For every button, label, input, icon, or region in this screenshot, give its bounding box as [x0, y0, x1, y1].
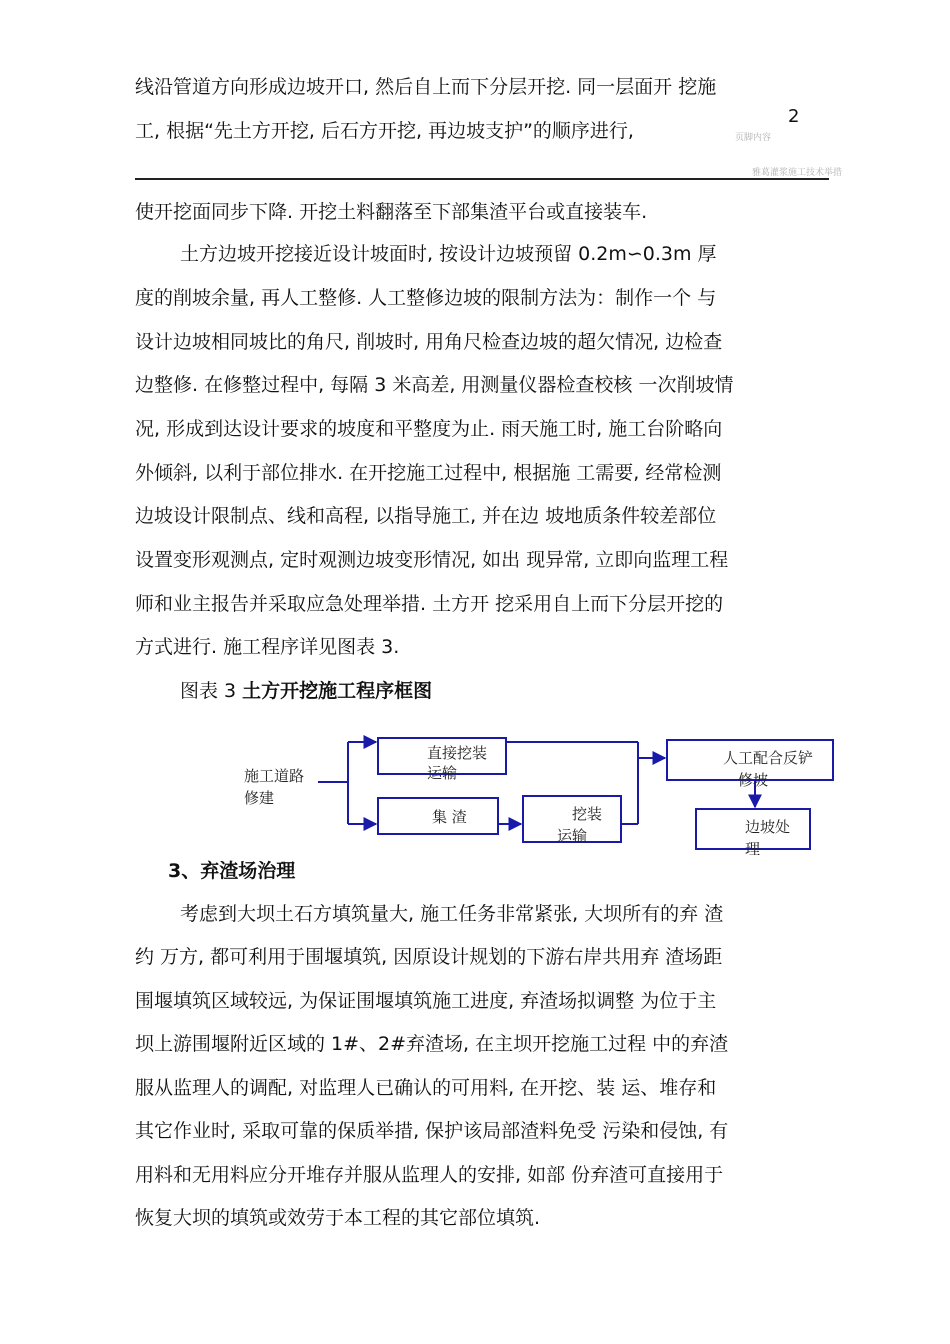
body-text-line: 其它作业时, 采取可靠的保质举措, 保护该局部渣料免受 污染和侵蚀, 有: [135, 1120, 729, 1142]
body-text-line: 设计边坡相同坡比的角尺, 削坡时, 用角尺检查边坡的超欠情况, 边检查: [135, 331, 723, 353]
body-text-line: 外倾斜, 以利于部位排水. 在开挖施工过程中, 根据施 工需要, 经常检测: [135, 462, 722, 484]
body-text-line: 恢复大坝的填筑或效劳于本工程的其它部位填筑.: [135, 1207, 541, 1229]
box-load-label: 挖装: [572, 805, 603, 823]
body-text-line: 边坡设计限制点、线和高程, 以指导施工, 并在边 坡地质条件较差部位: [135, 505, 717, 527]
body-text-line: 考虑到大坝土石方填筑量大, 施工任务非常紧张, 大坝所有的弃 渣: [180, 903, 724, 925]
flow-start-label: 施工道路: [244, 767, 305, 785]
body-text-line: 师和业主报告并采取应急处理举措. 土方开 挖采用自上而下分层开挖的: [135, 593, 724, 615]
box-manual-label: 修坡: [738, 771, 769, 789]
body-text-line: 线沿管道方向形成边坡开口, 然后自上而下分层开挖. 同一层面开 挖施: [135, 76, 717, 98]
body-text-line: 况, 形成到达设计要求的坡度和平整度为止. 雨天施工时, 施工台阶略向: [135, 418, 723, 440]
body-text-line: 土方边坡开挖接近设计坡面时, 按设计边坡预留 0.2m∽0.3m 厚: [180, 243, 717, 265]
box-slope-label: 边坡处: [745, 818, 791, 836]
page-number: 2: [788, 106, 800, 127]
flow-start-label: 修建: [244, 789, 275, 807]
body-text-line: 使开挖面同步下降. 开挖土料翻落至下部集渣平台或直接装车.: [135, 201, 648, 223]
header-hint: 雅葛灌浆施工技术举措: [752, 168, 843, 178]
box-load-label: 运输: [557, 827, 588, 845]
body-text-line: 设置变形观测点, 定时观测边坡变形情况, 如出 现异常, 立即向监理工程: [135, 549, 729, 571]
figure-caption: [180, 677, 432, 705]
box-direct-load-label: 运输: [427, 764, 458, 782]
box-manual-label: 人工配合反铲: [723, 749, 814, 767]
header-rule: [135, 178, 829, 180]
caption-title: 土方开挖施工程序框图: [242, 680, 433, 702]
body-text-line: 用料和无用料应分开堆存并服从监理人的安排, 如部 份弃渣可直接用于: [135, 1164, 724, 1186]
caption-prefix: 图表 3: [180, 680, 243, 702]
body-text-line: 度的削坡余量, 再人工整修. 人工整修边坡的限制方法为：制作一个 与: [135, 287, 717, 309]
body-text-line: 工, 根据“先土方开挖, 后石方开挖, 再边坡支护”的顺序进行,: [135, 120, 634, 142]
body-text-line: 约 万方, 都可利用于围堰填筑, 因原设计规划的下游右岸共用弃 渣场距: [135, 946, 723, 968]
body-text-line: 围堰填筑区域较远, 为保证围堰填筑施工进度, 弃渣场拟调整 为位于主: [135, 990, 717, 1012]
box-slope-label: 理: [745, 840, 761, 858]
body-text-line: 坝上游围堰附近区域的 1#、2#弃渣场, 在主坝开挖施工过程 中的弃渣: [135, 1033, 729, 1055]
section-heading: 3、弃渣场治理: [168, 860, 296, 882]
box-direct-load-label: 直接挖装: [427, 744, 488, 762]
footer-hint: 页脚内容: [735, 133, 772, 143]
body-text-line: 边整修. 在修整过程中, 每隔 3 米高差, 用测量仪器检查校核 一次削坡情: [135, 374, 734, 396]
flowchart: [230, 728, 830, 858]
body-text-line: 服从监理人的调配, 对监理人已确认的可用料, 在开挖、装 运、堆存和: [135, 1077, 717, 1099]
body-text-line: 方式进行. 施工程序详见图表 3.: [135, 636, 400, 658]
box-collect-label: 集 渣: [432, 808, 467, 826]
